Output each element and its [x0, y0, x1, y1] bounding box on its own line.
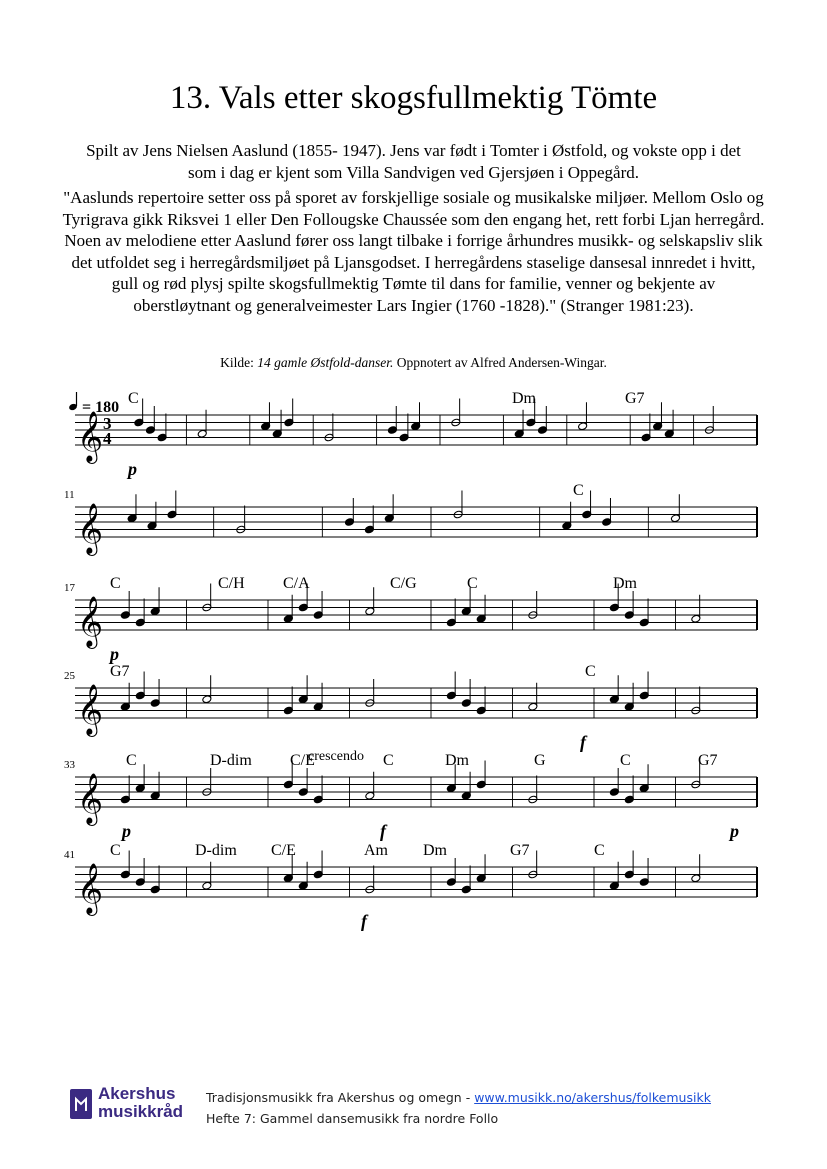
chord-symbol: C: [467, 575, 478, 592]
source-line: [0, 355, 827, 371]
footer-link[interactable]: www.musikk.no/akershus/folkemusikk: [474, 1090, 711, 1105]
akershus-musikkrad-logo: [70, 1085, 200, 1125]
chord-symbol: G7: [110, 663, 130, 680]
footer-line-2: Hefte 7: Gammel dansemusikk fra nordre Follo: [206, 1111, 499, 1126]
sheet-music: [0, 385, 827, 985]
staff-system: [64, 482, 757, 556]
chord-symbol: C: [110, 842, 121, 859]
tempo-value: = 180: [82, 399, 120, 416]
treble-clef-icon: 𝄞: [77, 774, 104, 823]
chord-symbol: C: [128, 390, 139, 407]
measure-number: 41: [64, 849, 75, 861]
dynamic-marking: p: [110, 644, 119, 664]
quote-paragraph: "Aaslunds repertoire setter oss på sporet av forskjellige sosiale og musikalske miljøer. Mellom Oslo og Tyrigrava gikk Riksvei 1 eller Den Follougske Chaussée som den engang het, rett forbi Ljan herregård. Noen av melodiene etter Aaslund fører oss langt tilbake i forrige århundres musikk- og selskapsliv slik det utfoldet seg i herregårdsmiljøet på Ljansgodset. I herregårdens staselige dansesal innredet i hvitt, gull og rød plysj spilte skogsfullmektig Tømte til dans for familie, venner og bekjente av oberstløytnant og generalveimester Lars Ingier (1760 -1828)." (Stranger 1981:23).: [62, 188, 765, 315]
logo-line-2: musikkråd: [98, 1102, 184, 1121]
source-book: 14 gamle Østfold-danser.: [257, 355, 394, 370]
chord-symbol: Am: [364, 842, 388, 859]
chord-symbol: G7: [510, 842, 530, 859]
chord-symbol: C: [110, 575, 121, 592]
chord-symbol: D-dim: [210, 752, 252, 769]
chord-symbol: C: [585, 663, 596, 680]
logo-mark-icon: [70, 1089, 92, 1119]
chord-symbol: G: [534, 752, 546, 769]
chord-symbol: Dm: [445, 752, 469, 769]
expression-text: crescendo: [308, 749, 364, 764]
chord-symbol: C/E: [290, 752, 315, 769]
dynamic-marking: p: [122, 821, 131, 841]
chord-symbol: C: [573, 482, 584, 499]
chord-symbol: C: [620, 752, 631, 769]
chord-symbol: Dm: [613, 575, 637, 592]
measure-number: 33: [64, 759, 75, 771]
treble-clef-icon: 𝄞: [77, 504, 104, 553]
chord-symbol: C/G: [390, 575, 417, 592]
chord-symbol: C: [594, 842, 605, 859]
chord-symbol: G7: [625, 390, 645, 407]
chord-symbol: D-dim: [195, 842, 237, 859]
measure-number: 25: [64, 670, 75, 682]
treble-clef-icon: 𝄞: [77, 864, 104, 913]
treble-clef-icon: 𝄞: [77, 412, 104, 461]
measure-number: 17: [64, 582, 75, 594]
staff-system: [64, 575, 757, 664]
staff-system: [64, 663, 757, 764]
chord-symbol: Dm: [423, 842, 447, 859]
chord-symbol: C: [383, 752, 394, 769]
source-suffix: Oppnotert av Alfred Andersen-Wingar.: [393, 355, 607, 370]
staff-system: [75, 390, 757, 479]
source-prefix: Kilde:: [220, 355, 258, 370]
time-signature-bottom: 4: [103, 429, 112, 448]
footer-text: [206, 1087, 711, 1129]
treble-clef-icon: 𝄞: [77, 597, 104, 646]
chord-symbol: C: [126, 752, 137, 769]
treble-clef-icon: 𝄞: [77, 685, 104, 734]
dynamic-marking: f: [580, 732, 586, 752]
dynamic-marking: f: [361, 911, 367, 931]
chord-symbol: C/H: [218, 575, 245, 592]
staff-system: [64, 752, 757, 841]
dynamic-marking: p: [128, 459, 137, 479]
chord-symbol: G7: [698, 752, 718, 769]
time-signature-top: 3: [103, 414, 112, 433]
footer-line-1: Tradisjonsmusikk fra Akershus og omegn - www.musikk.no/akershus/folkemusikk: [206, 1090, 711, 1105]
page-title: 13. Vals etter skogsfullmektig Tömte: [169, 80, 658, 116]
chord-symbol: C/A: [283, 575, 310, 592]
measure-number: 11: [64, 489, 75, 501]
dynamic-marking: f: [380, 821, 386, 841]
chord-symbol: Dm: [512, 390, 536, 407]
chord-symbol: C/E: [271, 842, 296, 859]
intro-paragraph: Spilt av Jens Nielsen Aaslund (1855- 1947). Jens var født i Tomter i Østfold, og vokste opp i det som i dag er kjent som Villa Sandvigen ved Gjersjøen i Oppegård.: [86, 141, 741, 182]
dynamic-marking: p: [730, 821, 739, 841]
staff-system: [64, 842, 757, 931]
logo-line-1: Akershus: [98, 1084, 176, 1103]
